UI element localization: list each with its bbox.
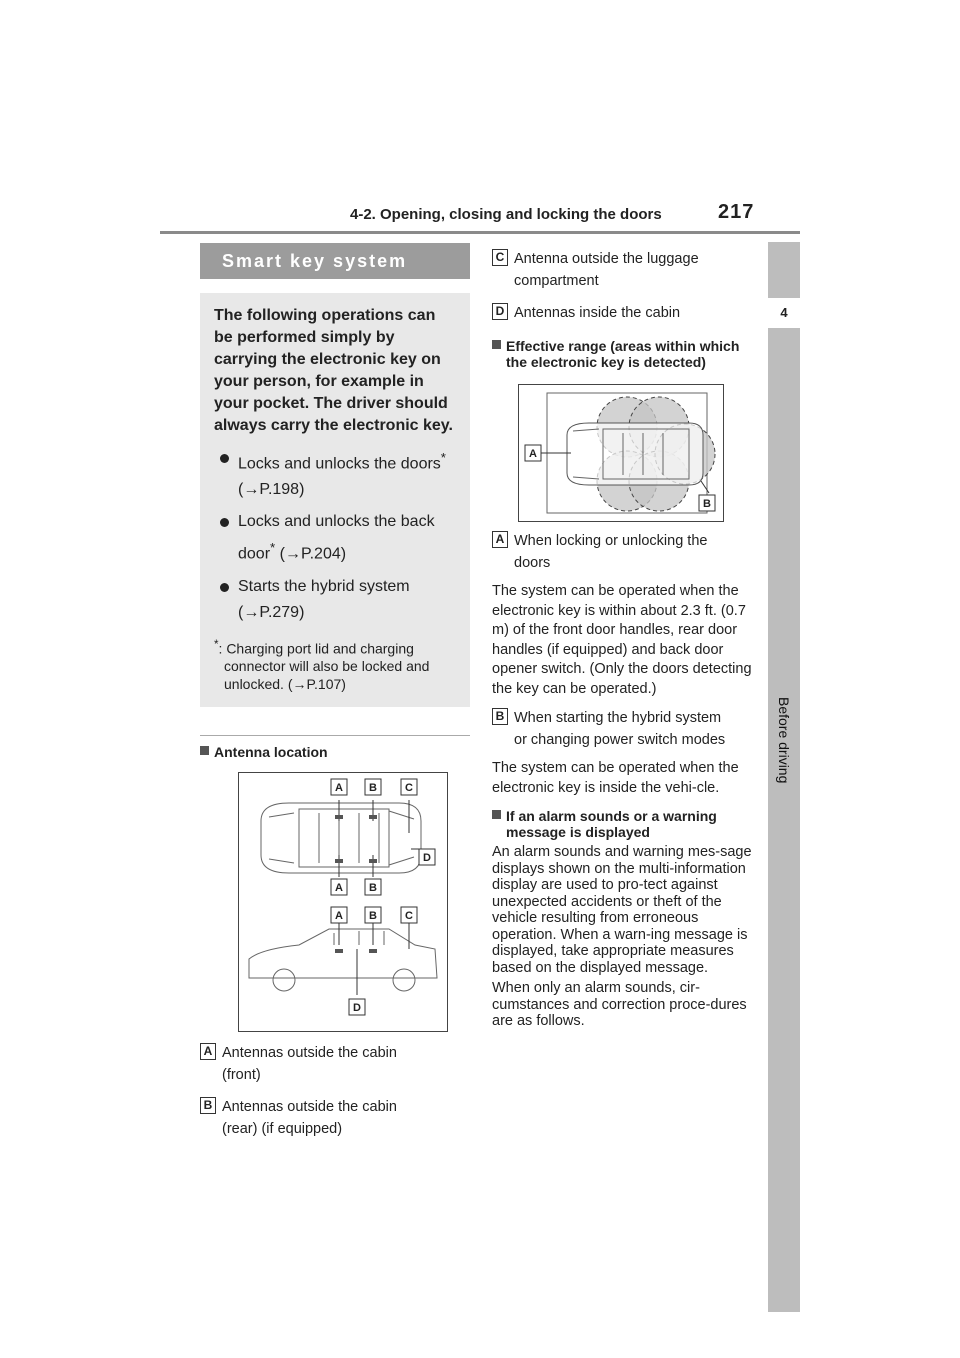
fig-label-a: A xyxy=(335,910,343,923)
section-divider xyxy=(200,735,470,736)
left-column xyxy=(200,243,470,1140)
page-number: 217 xyxy=(718,201,755,223)
summary-intro: The following operations can be performed simply by carrying the electronic key on your person, for example in your pocket. The driver should always carry the electronic key. xyxy=(214,307,453,434)
bullet-item: Locks and unlocks the back door* (→P.204) xyxy=(214,509,456,567)
square-bullet-icon xyxy=(200,746,209,755)
fig-label-d: D xyxy=(423,852,431,865)
footnote: *: Charging port lid and charging connector will also be locked and unlocked. (→P.107) xyxy=(214,637,430,693)
range-label-a: A xyxy=(529,448,537,460)
bullet-dot-icon xyxy=(220,454,229,463)
right-column xyxy=(492,248,752,1030)
fig-label-a: A xyxy=(335,882,343,895)
legend-item-b: B Antennas outside the cabin (rear) (if equipped) xyxy=(200,1096,470,1140)
letter-badge: C xyxy=(492,249,508,266)
fig-label-c: C xyxy=(405,910,413,923)
fig-label-a: A xyxy=(335,782,343,795)
antenna-heading: Antenna location xyxy=(200,744,470,760)
fig-label-b: B xyxy=(369,782,377,795)
chapter-label: Before driving xyxy=(776,696,792,784)
legend-item-d: D Antennas inside the cabin xyxy=(492,302,752,324)
alarm-heading: If an alarm sounds or a warning message is displayed xyxy=(492,808,752,840)
running-header: 4-2. Opening, closing and locking the doors xyxy=(350,206,662,223)
letter-badge: A xyxy=(200,1043,216,1060)
bullet-dot-icon xyxy=(220,518,229,527)
range-diagram xyxy=(519,385,723,521)
legend-item-c: C Antenna outside the luggage compartment xyxy=(492,248,752,292)
page-reference: (→P.279) xyxy=(238,603,305,621)
paragraph-alarm: An alarm sounds and warning mes-sage displays shown on the multi-information display are used to pro-tect against unexpected accidents or theft of the vehicle resulting from erroneous operation. When a warn-ing message is displayed, take appropriate measures based on the displayed message. xyxy=(492,844,752,976)
range-heading: Effective range (areas within which the electronic key is detected) xyxy=(492,338,752,370)
paragraph-alarm-only: When only an alarm sounds, cir-cumstances and correction proce-dures are as follows. xyxy=(492,980,747,1029)
item-b: B When starting the hybrid system or changing power switch modes xyxy=(492,707,752,751)
paragraph-start-range: The system can be operated when the electronic key is inside the vehi-cle. xyxy=(492,760,739,796)
effective-range-figure xyxy=(518,384,724,522)
letter-badge: D xyxy=(492,303,508,320)
bullet-dot-icon xyxy=(220,583,229,592)
letter-badge: B xyxy=(200,1097,216,1114)
antenna-diagram xyxy=(239,773,447,1031)
bullet-list xyxy=(214,445,456,626)
fig-label-c: C xyxy=(405,782,413,795)
fig-label-b: B xyxy=(369,882,377,895)
summary-box xyxy=(200,293,470,707)
letter-badge: B xyxy=(492,708,508,725)
square-bullet-icon xyxy=(492,340,501,349)
antenna-location-figure xyxy=(238,772,448,1032)
fig-label-b: B xyxy=(369,910,377,923)
paragraph-lock-range: The system can be operated when the electronic key is within about 2.3 ft. (0.7 m) of the front door handles, rear door handles (if equipped) and back door opener switch. (Only the doors detecting the key can be operated.) xyxy=(492,583,752,697)
page-reference: (→P.198) xyxy=(238,481,305,499)
page-reference: (→P.204) xyxy=(279,545,347,563)
section-title: Smart key system xyxy=(200,243,470,279)
square-bullet-icon xyxy=(492,810,501,819)
item-a: A When locking or unlocking the doors xyxy=(492,530,752,574)
legend-item-a: A Antennas outside the cabin (front) xyxy=(200,1042,470,1086)
bullet-item: Starts the hybrid system (→P.279) xyxy=(214,574,456,626)
header-rule xyxy=(160,231,800,234)
bullet-item: Locks and unlocks the doors* (→P.198) xyxy=(214,445,456,503)
chapter-number: 4 xyxy=(768,298,800,328)
fig-label-d: D xyxy=(353,1002,361,1015)
range-label-b: B xyxy=(703,498,711,510)
letter-badge: A xyxy=(492,531,508,548)
